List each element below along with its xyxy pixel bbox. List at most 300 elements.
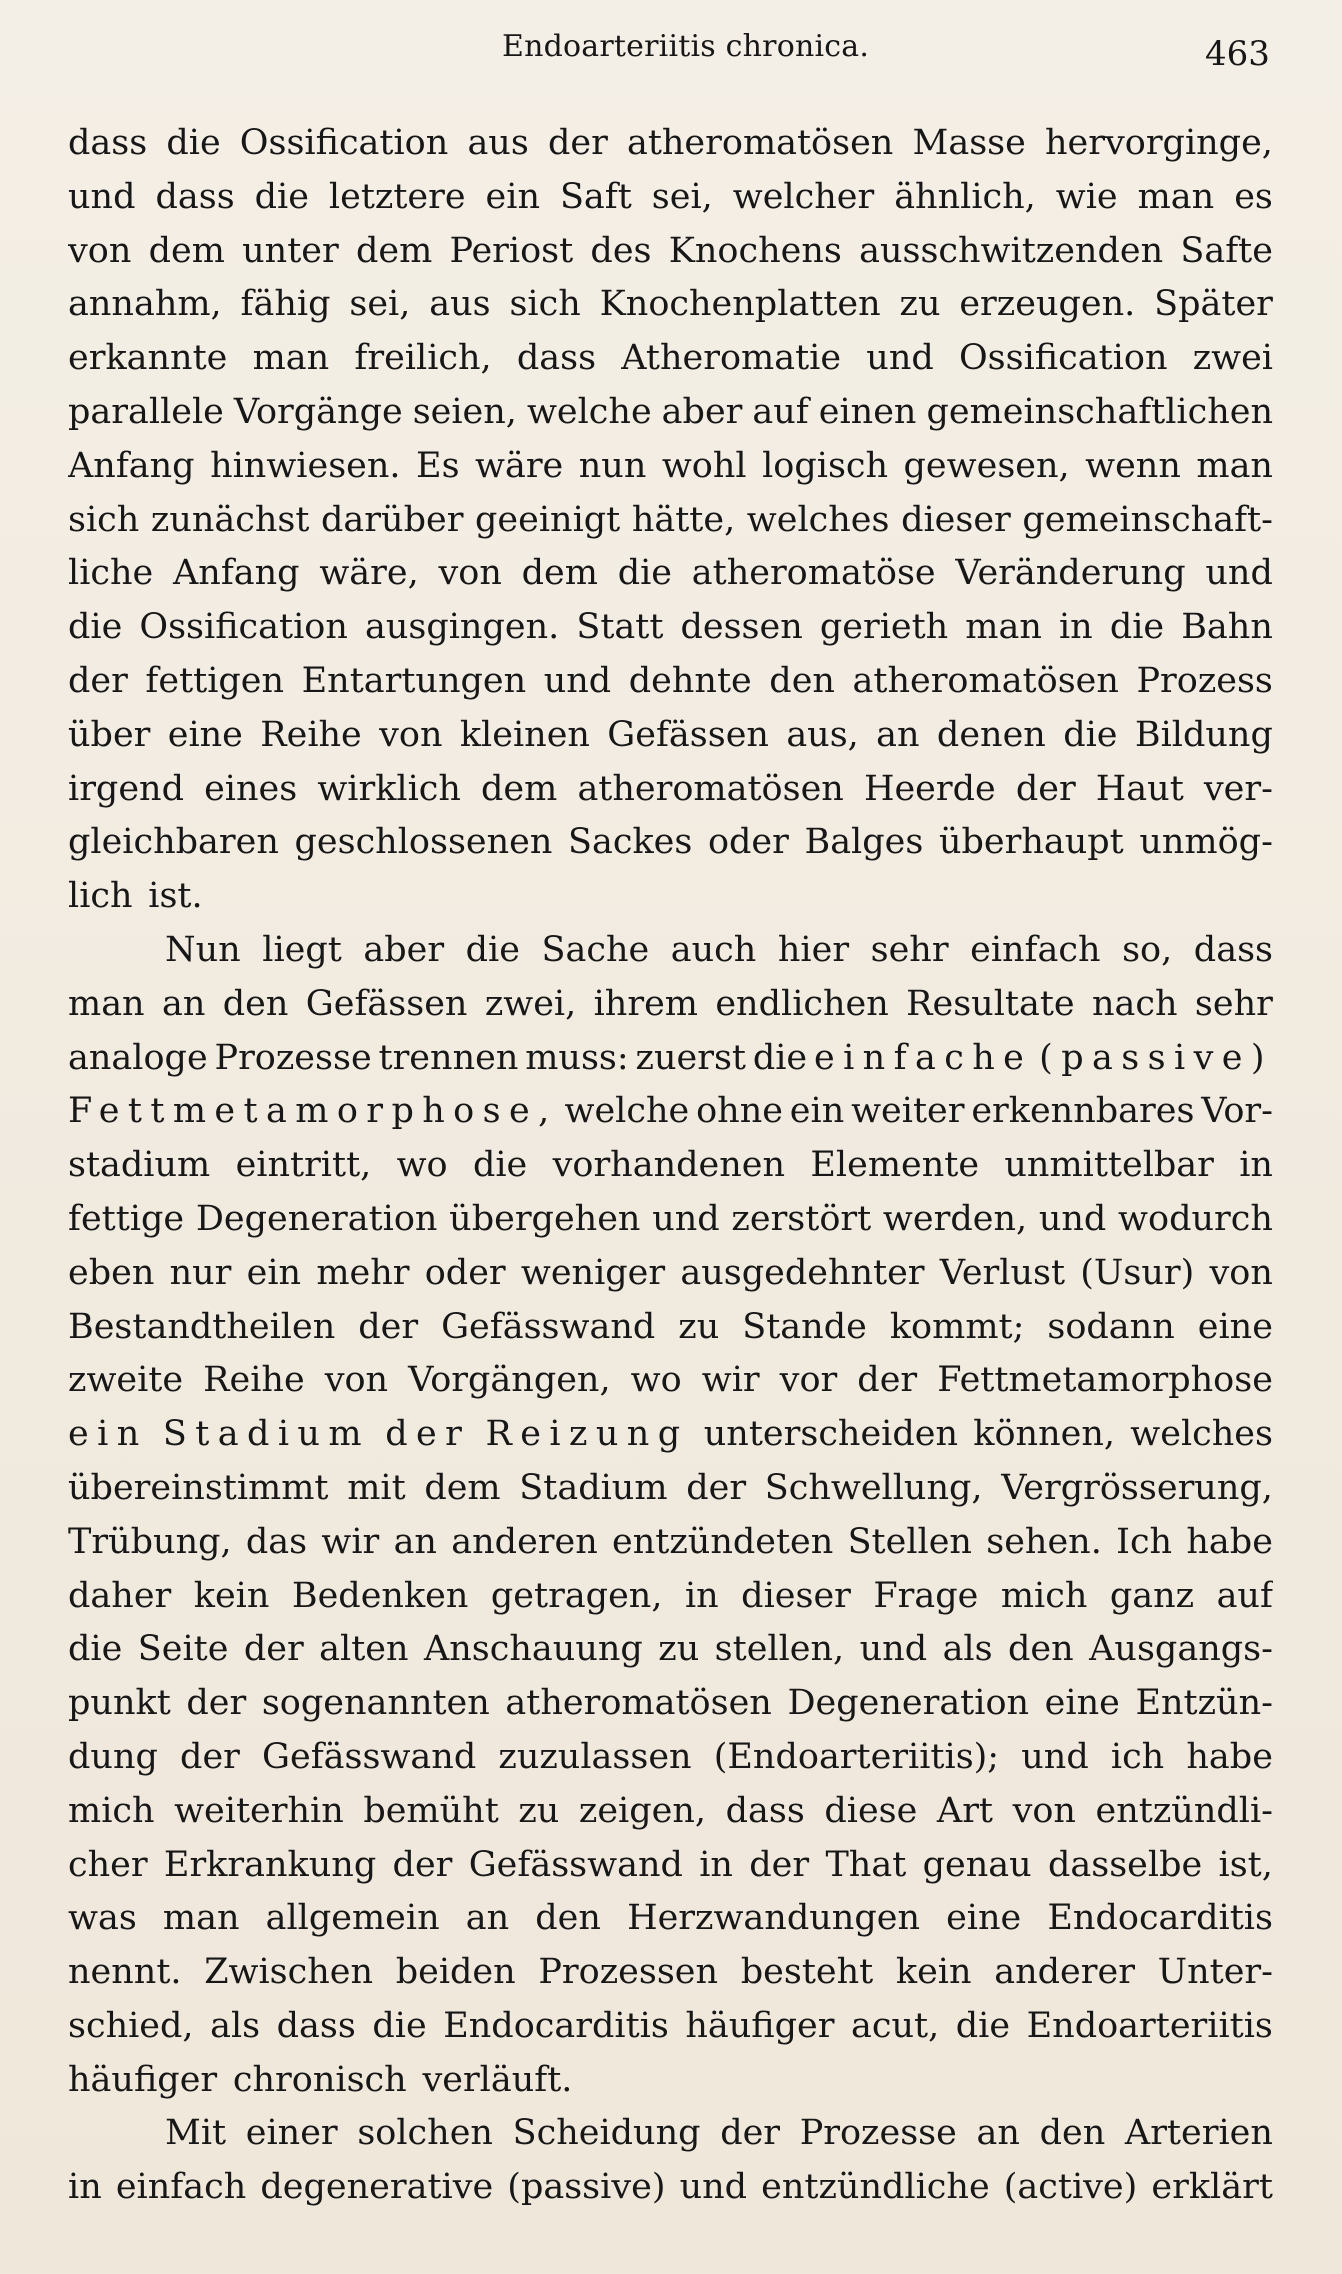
word: zerstört: [731, 1198, 872, 1239]
word: Stadium: [519, 1467, 668, 1508]
word: der: [1015, 768, 1076, 809]
word: einer: [245, 2113, 338, 2154]
word: der: [686, 1467, 747, 1508]
word: man: [68, 983, 145, 1024]
word: wirklich: [317, 768, 461, 809]
word: häufiger: [685, 2005, 835, 2046]
word: sehr: [870, 929, 949, 970]
word: weiterhin: [174, 1790, 344, 1831]
word: besteht: [740, 1952, 874, 1993]
word: ganz: [1109, 1575, 1195, 1616]
word: Bahn: [1181, 607, 1273, 648]
word: wo: [630, 1360, 682, 1401]
word: entzündeten: [612, 1521, 834, 1562]
word: eine: [946, 1898, 1022, 1939]
word: die: [955, 2005, 1011, 2046]
word: lich: [68, 876, 133, 917]
word: ausschwitzenden: [859, 230, 1164, 271]
word: dieser: [901, 499, 1011, 540]
word: Degeneration: [195, 1198, 438, 1239]
word: nur: [169, 1252, 232, 1293]
word: gemeinschaft-: [1022, 499, 1273, 540]
word: aber: [363, 929, 445, 970]
word: und: [543, 660, 612, 701]
word: Prozessen: [538, 1952, 719, 1993]
text-line: [68, 171, 1273, 225]
word: Ossification: [958, 338, 1168, 379]
word: endlichen: [715, 983, 889, 1024]
word: dass: [276, 2005, 356, 2046]
word: Atheromatie: [621, 338, 842, 379]
word: ein: [68, 1414, 148, 1455]
word: (active): [1003, 2167, 1138, 2208]
word: Stande: [742, 1306, 867, 1347]
word: wo: [396, 1145, 448, 1186]
word: eine: [1197, 1306, 1273, 1347]
text-line: [68, 709, 1273, 763]
word: weiter: [851, 1091, 965, 1132]
word: Es: [416, 445, 460, 486]
word: daher: [68, 1575, 172, 1616]
word: dessen: [680, 607, 803, 648]
word: und: [68, 176, 136, 217]
word: auf: [752, 391, 809, 432]
word: und: [652, 1198, 720, 1239]
word: habe: [1186, 1736, 1273, 1777]
text-line: [68, 1462, 1273, 1516]
word: atheromatösen: [852, 660, 1119, 701]
word: Degeneration: [787, 1683, 1030, 1724]
word: der: [547, 123, 608, 163]
word: an: [465, 1898, 510, 1939]
word: es: [1234, 176, 1273, 217]
word: (Endoarteriitis);: [713, 1736, 1000, 1777]
word: in: [684, 1575, 719, 1616]
word: sehr: [1194, 983, 1273, 1024]
word: bemüht: [363, 1790, 499, 1831]
word: chronisch: [232, 2059, 407, 2100]
text-line: [68, 494, 1273, 548]
word: Periost: [449, 230, 574, 271]
word: Safte: [1180, 230, 1273, 271]
word: allgemein: [265, 1898, 440, 1939]
word: hinwiesen.: [210, 445, 401, 486]
word: den: [1008, 1629, 1074, 1670]
word: dem: [355, 230, 433, 271]
word: Prozess: [1136, 660, 1273, 701]
word: Unter-: [1157, 1952, 1273, 1993]
word: in: [699, 1844, 733, 1885]
word: an: [161, 983, 206, 1024]
word: wäre,: [319, 553, 419, 594]
word: erkannte: [68, 338, 228, 379]
word: gewesen,: [903, 445, 1070, 486]
word: aus: [429, 284, 491, 325]
word: Später: [1154, 284, 1273, 325]
text-line: [68, 1301, 1273, 1355]
text-line: [68, 1247, 1273, 1301]
word: dass: [725, 1790, 805, 1831]
word: cher: [68, 1844, 148, 1885]
word: der: [243, 1629, 304, 1670]
word: zu: [678, 1306, 720, 1347]
word: eintritt,: [235, 1145, 372, 1186]
word: überhaupt: [938, 822, 1124, 863]
word: die: [617, 553, 673, 594]
word: kein: [193, 1575, 270, 1616]
word: man: [252, 338, 330, 379]
word: der: [857, 1360, 918, 1401]
word: punkt: [68, 1683, 171, 1724]
word: zuerst: [635, 1037, 746, 1078]
word: Stadium: [162, 1414, 370, 1455]
text-line: [68, 978, 1273, 1032]
text-line: [68, 1085, 1273, 1139]
word: die: [1063, 714, 1118, 755]
word: zwei,: [484, 983, 577, 1024]
text-line: [68, 1408, 1273, 1462]
word: den: [535, 1898, 601, 1939]
word: Entartungen: [301, 660, 527, 701]
word: hätte,: [631, 499, 736, 540]
text-line: [68, 278, 1273, 332]
word: in: [1239, 1145, 1273, 1186]
word: sei,: [651, 176, 713, 217]
word: als: [942, 1629, 993, 1670]
word: der: [68, 660, 128, 701]
word: in: [68, 2167, 102, 2208]
word: beiden: [395, 1952, 516, 1993]
word: ausgingen.: [364, 607, 560, 648]
word: letztere: [328, 176, 466, 217]
word: wodurch: [1118, 1198, 1273, 1239]
word: darüber: [321, 499, 464, 540]
word: Resultate: [906, 983, 1075, 1024]
word: Gefässwand: [468, 1844, 683, 1885]
word: Bedenken: [291, 1575, 469, 1616]
word: des: [590, 230, 652, 271]
word: wir: [701, 1360, 760, 1401]
text-line: [68, 1731, 1273, 1785]
word: an: [393, 1521, 437, 1562]
word: irgend: [68, 768, 184, 809]
word: man: [1137, 176, 1215, 217]
word: wie: [1055, 176, 1118, 217]
word: erkennbares: [971, 1091, 1195, 1132]
word: anderer: [994, 1952, 1135, 1993]
word: sich: [509, 284, 581, 325]
word: Vorgänge: [233, 391, 403, 432]
word: man: [1196, 445, 1273, 486]
word: der: [180, 1736, 240, 1777]
word: dem: [521, 553, 598, 594]
word: und: [1038, 1198, 1107, 1239]
word: Gefässwand: [441, 1306, 656, 1347]
word: und: [859, 1629, 928, 1670]
word: trennen: [378, 1037, 519, 1078]
word: dem: [148, 230, 225, 271]
word: logisch: [762, 445, 889, 486]
word: Knochenplatten: [599, 284, 881, 325]
word: Art: [936, 1790, 993, 1831]
word: mich: [1000, 1575, 1088, 1616]
word: Ossification: [139, 607, 348, 648]
word: Reizung: [485, 1414, 689, 1455]
word: erzeugen.: [959, 284, 1136, 325]
word: einen: [818, 391, 917, 432]
text-line: [68, 225, 1273, 279]
word: mehr: [316, 1252, 410, 1293]
word: welche: [526, 391, 652, 432]
text-line: [68, 1785, 1273, 1839]
word: habe: [1186, 1521, 1273, 1562]
word: dem: [481, 768, 558, 809]
word: dieser: [741, 1575, 851, 1616]
word: dem: [424, 1467, 501, 1508]
text-line: [68, 1892, 1273, 1946]
word: (Usur): [1080, 1252, 1195, 1293]
word: ein: [246, 1252, 302, 1293]
word: die: [472, 1145, 528, 1186]
word: kein: [895, 1952, 972, 1993]
word: was: [68, 1898, 137, 1939]
word: einfache: [813, 1037, 1033, 1078]
word: Knochens: [668, 230, 842, 271]
text-line: [68, 2000, 1273, 2054]
word: alten: [319, 1629, 409, 1670]
text-line: [68, 440, 1273, 494]
word: Endocarditis: [1047, 1898, 1273, 1939]
word: an: [976, 2113, 1020, 2154]
word: Ich: [1116, 1521, 1173, 1562]
word: unter: [242, 230, 339, 271]
word: Masse: [912, 123, 1026, 163]
word: stadium: [68, 1145, 211, 1186]
word: aber: [661, 391, 743, 432]
word: von: [379, 714, 443, 755]
text-line: [68, 117, 1273, 171]
word: Anfang: [173, 553, 300, 594]
word: ein: [789, 1091, 845, 1132]
word: die: [166, 123, 221, 163]
word: Entzün-: [1135, 1683, 1273, 1724]
word: so,: [1122, 929, 1173, 970]
word: hervorginge,: [1044, 123, 1273, 163]
word: dass: [1193, 929, 1273, 970]
word: der: [720, 2113, 781, 2154]
word: aus: [467, 123, 529, 163]
word: weniger: [520, 1252, 666, 1293]
word: man: [162, 1898, 240, 1939]
word: Haut: [1095, 768, 1184, 809]
word: fettigen: [145, 660, 285, 701]
word: zeigen,: [578, 1790, 707, 1831]
word: oder: [707, 822, 789, 863]
word: muss:: [525, 1037, 629, 1078]
word: Reihe: [203, 1360, 305, 1401]
word: That: [825, 1844, 907, 1885]
word: auf: [1216, 1575, 1273, 1616]
word: freilich,: [354, 338, 492, 379]
word: von: [68, 230, 132, 271]
word: oder: [424, 1252, 506, 1293]
word: man: [965, 607, 1042, 648]
page-number: 463: [1205, 34, 1270, 74]
word: zwei: [1192, 338, 1273, 379]
word: zu: [899, 284, 941, 325]
word: atheromatösen: [577, 768, 844, 809]
word: Stellen: [847, 1521, 972, 1562]
word: von: [438, 553, 502, 594]
word: Veränderung: [955, 553, 1186, 594]
word: übergehen: [449, 1198, 641, 1239]
word: und: [866, 338, 934, 379]
word: Ausgangs-: [1089, 1629, 1273, 1670]
word: Trübung,: [68, 1521, 232, 1562]
word: genau: [922, 1844, 1032, 1885]
word: dasselbe: [1047, 1844, 1203, 1885]
word: Anfang: [68, 445, 195, 486]
word: eines: [204, 768, 298, 809]
text-line: [68, 2107, 1273, 2161]
word: einfach: [970, 929, 1101, 970]
word: eine: [1044, 1683, 1120, 1724]
word: dehnte: [628, 660, 752, 701]
word: den: [769, 660, 835, 701]
word: häufiger: [68, 2059, 218, 2100]
word: eben: [68, 1252, 155, 1293]
word: Bildung: [1134, 714, 1273, 755]
word: getragen,: [490, 1575, 663, 1616]
word: Vorgängen,: [408, 1360, 611, 1401]
word: analoge: [68, 1037, 208, 1078]
word: ist.: [148, 876, 203, 917]
word: fähig: [240, 284, 331, 325]
word: annahm,: [68, 284, 222, 325]
word: wenn: [1085, 445, 1181, 486]
word: denen: [936, 714, 1046, 755]
word: liche: [68, 553, 154, 594]
word: Elemente: [810, 1145, 980, 1186]
word: parallele: [68, 391, 224, 432]
word: den: [222, 983, 289, 1024]
word: Vergrösserung,: [1001, 1467, 1273, 1508]
text-line: [68, 386, 1273, 440]
word: entzündliche: [761, 2167, 990, 2208]
word: Fettmetamorphose,: [68, 1091, 558, 1132]
word: die: [465, 929, 520, 970]
text-line: [68, 547, 1273, 601]
text-line: [68, 1839, 1273, 1893]
word: sodann: [1047, 1306, 1175, 1347]
word: Vor-: [1201, 1091, 1273, 1132]
word: zuzulassen: [498, 1736, 692, 1777]
word: wir: [321, 1521, 380, 1562]
word: seien,: [412, 391, 517, 432]
text-line: [68, 1032, 1273, 1086]
word: dung: [68, 1736, 158, 1777]
word: ähnlich,: [894, 176, 1036, 217]
word: ist,: [1218, 1844, 1273, 1885]
word: Prozesse: [799, 2113, 957, 2154]
word: der: [186, 1683, 247, 1724]
word: verläuft.: [422, 2059, 573, 2100]
word: von: [324, 1360, 389, 1401]
word: können,: [973, 1414, 1116, 1455]
word: sei,: [349, 284, 411, 325]
word: die: [68, 1629, 123, 1670]
word: nennt.: [68, 1952, 182, 1993]
word: ohne: [696, 1091, 783, 1132]
word: der: [385, 1414, 471, 1455]
word: gerieth: [819, 607, 949, 648]
word: vor: [779, 1360, 838, 1401]
word: dass: [155, 176, 235, 217]
text-line: [68, 332, 1273, 386]
word: und: [679, 2167, 748, 2208]
word: die: [752, 1037, 808, 1078]
text-line: [68, 1193, 1273, 1247]
word: unterscheiden: [703, 1414, 959, 1455]
word: an: [876, 714, 920, 755]
word: Zwischen: [204, 1952, 374, 1993]
word: über: [68, 714, 151, 755]
word: Mit: [165, 2113, 227, 2154]
word: gemeinschaftlichen: [926, 391, 1273, 432]
word: sogenannten: [261, 1683, 490, 1724]
word: die: [1109, 607, 1165, 648]
running-title: Endoarteriitis chronica.: [502, 29, 870, 64]
word: zu: [658, 1629, 700, 1670]
word: Sache: [541, 929, 650, 970]
word: Anschauung: [423, 1629, 643, 1670]
word: Reihe: [260, 714, 362, 755]
word: aus,: [786, 714, 859, 755]
word: entzündli-: [1095, 1790, 1273, 1831]
word: übereinstimmt: [68, 1467, 329, 1508]
word: Verlust: [939, 1252, 1066, 1293]
word: das: [245, 1521, 308, 1562]
word: Gefässen: [305, 983, 468, 1024]
word: von: [1209, 1252, 1273, 1293]
word: kleinen: [459, 714, 590, 755]
word: wohl: [661, 445, 747, 486]
word: dass: [68, 123, 148, 163]
word: Bestandtheilen: [68, 1306, 336, 1347]
word: (passive): [1039, 1037, 1273, 1078]
word: der: [749, 1844, 810, 1885]
text-line: [68, 816, 1273, 870]
word: stellen,: [714, 1629, 845, 1670]
word: Ossification: [239, 123, 449, 163]
word: mit: [347, 1467, 406, 1508]
word: Saft: [559, 176, 632, 217]
word: nach: [1092, 983, 1178, 1024]
text-line: [68, 1570, 1273, 1624]
word: Seite: [137, 1629, 229, 1670]
word: welche: [564, 1091, 690, 1132]
word: Gefässen: [607, 714, 769, 755]
text-line: [68, 1516, 1273, 1570]
text-line: [68, 870, 1273, 924]
text-line: [68, 1354, 1273, 1408]
word: sehen.: [986, 1521, 1102, 1562]
word: atheromatöse: [691, 553, 936, 594]
word: die: [68, 607, 123, 648]
word: zunächst: [150, 499, 310, 540]
word: (passive): [507, 2167, 666, 2208]
text-line: [68, 2161, 1273, 2215]
